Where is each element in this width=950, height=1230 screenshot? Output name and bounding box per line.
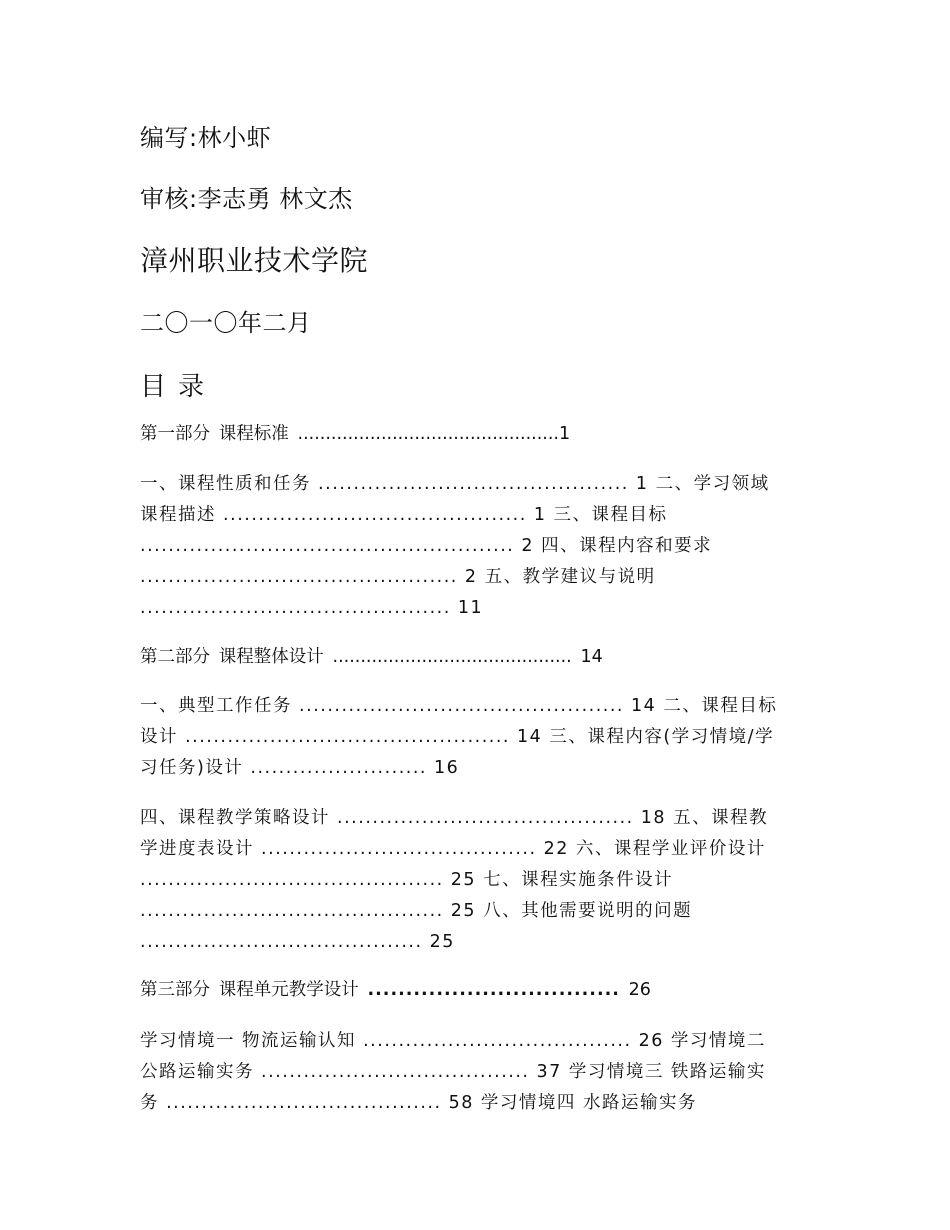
toc-line[interactable]: ........................................ 25 — [140, 932, 455, 952]
toc-line[interactable]: 一、典型工作任务 .............................................. 14 二、课程目标 — [140, 696, 778, 716]
toc-line[interactable]: 设计 .............................................. 14 三、课程内容(学习情境/学 — [140, 727, 775, 747]
date-line: 二〇一〇年二月 — [140, 309, 312, 337]
toc-part-3[interactable] — [140, 982, 810, 1000]
toc-section-3-entries — [140, 803, 810, 958]
toc-line[interactable]: 一、课程性质和任务 ............................................ 1 二、学习领域 — [140, 474, 770, 494]
part-label: 第一部分 — [140, 424, 210, 444]
toc-line[interactable]: 务 ....................................... 58 学习情境四 水路运输实务 — [140, 1093, 697, 1113]
toc-line[interactable]: 习任务)设计 ......................... 16 — [140, 758, 460, 778]
toc-line[interactable]: ............................................. 2 五、教学建议与说明 — [140, 567, 656, 587]
toc-line[interactable]: 学习情境一 物流运输认知 ...................................... 26 学习情境二 — [140, 1031, 766, 1051]
part-label: 第二部分 — [140, 647, 210, 667]
toc-line[interactable]: ............................................ 11 — [140, 598, 484, 618]
toc-heading-char: 录 — [178, 372, 205, 402]
toc-section-4-entries — [140, 1026, 810, 1119]
toc-line[interactable]: ..................................................... 2 四、课程内容和要求 — [140, 536, 713, 556]
part-title: 课程整体设计 — [218, 647, 324, 667]
toc-leader: ................................. — [367, 980, 620, 1000]
toc-leader: ............................................... — [297, 424, 559, 444]
toc-page-number: 26 — [628, 980, 651, 1000]
toc-line[interactable]: 课程描述 ........................................... 1 三、课程目标 — [140, 505, 668, 525]
toc-heading — [140, 366, 204, 403]
toc-line[interactable]: ........................................... 25 八、其他需要说明的问题 — [140, 901, 693, 921]
toc-section-1-entries — [140, 469, 810, 624]
part-title: 课程标准 — [218, 424, 289, 444]
toc-part-2[interactable] — [140, 649, 810, 667]
toc-line[interactable]: ........................................... 25 七、课程实施条件设计 — [140, 870, 674, 890]
toc-line[interactable]: 公路运输实务 ...................................... 37 学习情境三 铁路运输实 — [140, 1062, 766, 1082]
part-label: 第三部分 — [140, 980, 210, 1000]
toc-leader: ........................................... — [332, 647, 572, 667]
reviewer-line: 审核:李志勇 林文杰 — [140, 185, 353, 213]
part-title: 课程单元教学设计 — [218, 980, 359, 1000]
toc-page-number: 1 — [558, 424, 571, 444]
institution-name: 漳州职业技术学院 — [140, 244, 369, 277]
toc-section-2-entries — [140, 691, 810, 784]
toc-part-1[interactable] — [140, 426, 810, 444]
toc-page-number: 14 — [580, 647, 603, 667]
toc-line[interactable]: 学进度表设计 ....................................... 22 六、课程学业评价设计 — [140, 839, 766, 859]
toc-heading-char: 目 — [140, 372, 167, 402]
author-line: 编写:林小虾 — [140, 124, 272, 152]
toc-line[interactable]: 四、课程教学策略设计 .......................................... 18 五、课程教 — [140, 808, 769, 828]
